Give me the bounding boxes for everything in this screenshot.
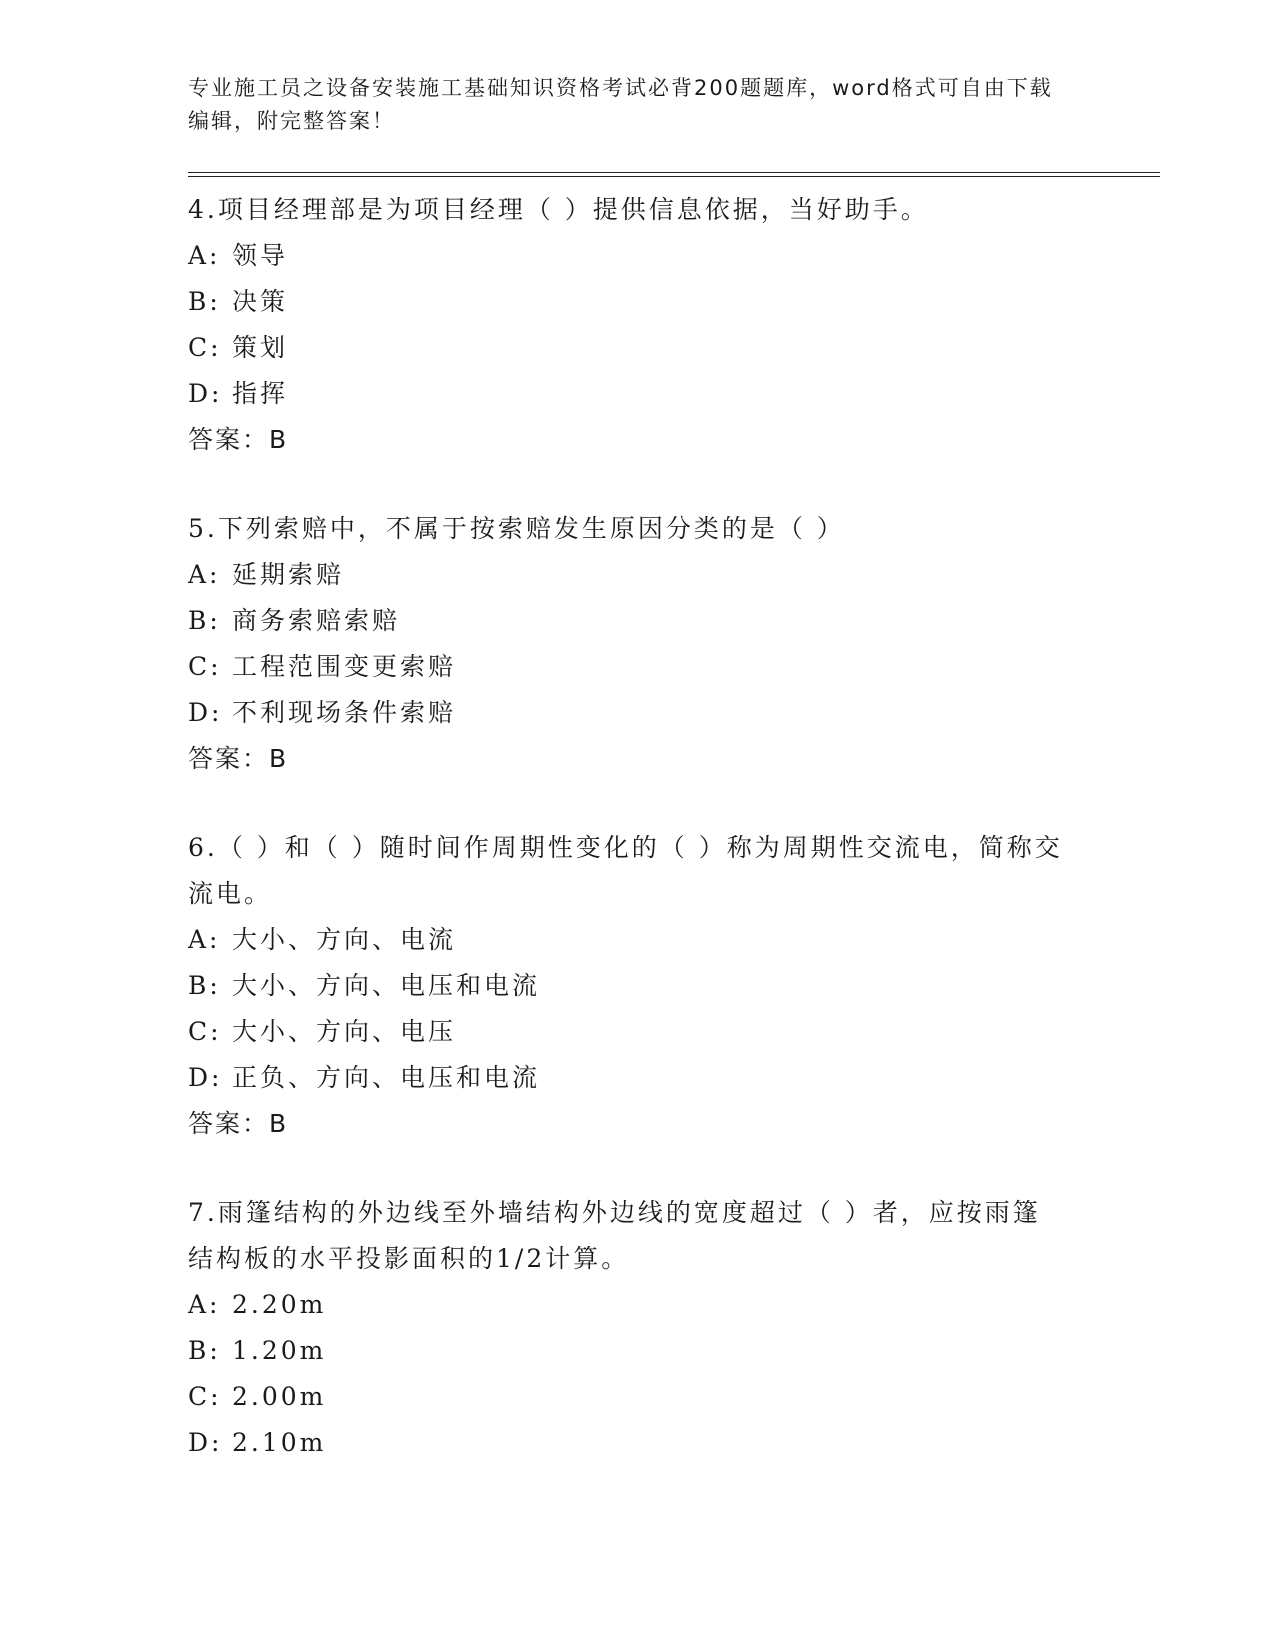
question-block-5 — [188, 506, 1160, 782]
option-b — [188, 1328, 1160, 1374]
option-text: 2.10m — [232, 1428, 327, 1457]
option-text: 正负、方向、电压和电流 — [232, 1063, 541, 1092]
answer-text: 答案：B — [188, 744, 289, 773]
option-label: C: — [188, 1382, 222, 1411]
option-b — [188, 279, 1160, 325]
option-text: 商务索赔索赔 — [232, 606, 401, 635]
option-text: 指挥 — [232, 379, 289, 408]
question-block-6 — [188, 825, 1160, 1147]
option-d — [188, 690, 1160, 736]
question-block-7 — [188, 1190, 1160, 1466]
answer-text: 答案：B — [188, 425, 289, 454]
option-c — [188, 644, 1160, 690]
option-label: B: — [188, 287, 221, 316]
option-label: D: — [188, 379, 223, 408]
option-c — [188, 1009, 1160, 1055]
option-label: A: — [188, 925, 221, 954]
option-label: C: — [188, 652, 222, 681]
option-label: D: — [188, 1063, 223, 1092]
option-c — [188, 1374, 1160, 1420]
option-text: 不利现场条件索赔 — [232, 698, 457, 727]
option-text: 工程范围变更索赔 — [232, 652, 457, 681]
option-b — [188, 963, 1160, 1009]
option-d — [188, 1420, 1160, 1466]
option-text: 大小、方向、电流 — [232, 925, 457, 954]
question-text: 7.雨篷结构的外边线至外墙结构外边线的宽度超过（ ）者，应按雨篷结构板的水平投影面积的1/2计算。 — [188, 1198, 1041, 1273]
option-a — [188, 1282, 1160, 1328]
option-d — [188, 1055, 1160, 1101]
option-label: B: — [188, 606, 221, 635]
document-header: 专业施工员之设备安装施工基础知识资格考试必背200题题库，word格式可自由下载编辑，附完整答案！ — [188, 76, 1053, 133]
option-text: 领导 — [232, 241, 289, 270]
option-b — [188, 598, 1160, 644]
option-d — [188, 371, 1160, 417]
question-block-4 — [188, 187, 1160, 463]
option-a — [188, 233, 1160, 279]
option-c — [188, 325, 1160, 371]
option-label: B: — [188, 971, 221, 1000]
option-label: C: — [188, 333, 222, 362]
option-text: 2.00m — [232, 1382, 327, 1411]
header-double-rule — [188, 172, 1160, 177]
document-page — [188, 72, 1160, 1466]
option-label: C: — [188, 1017, 222, 1046]
option-label: A: — [188, 1290, 221, 1319]
option-a — [188, 552, 1160, 598]
option-text: 延期索赔 — [232, 560, 345, 589]
option-a — [188, 917, 1160, 963]
option-text: 1.20m — [232, 1336, 327, 1365]
option-text: 2.20m — [232, 1290, 327, 1319]
option-text: 决策 — [232, 287, 289, 316]
option-label: D: — [188, 698, 223, 727]
answer-text: 答案：B — [188, 1109, 289, 1138]
option-text: 大小、方向、电压 — [232, 1017, 457, 1046]
question-text: 5.下列索赔中，不属于按索赔发生原因分类的是（ ） — [188, 514, 845, 543]
option-text: 大小、方向、电压和电流 — [232, 971, 541, 1000]
option-label: D: — [188, 1428, 223, 1457]
option-label: A: — [188, 560, 221, 589]
question-text: 4.项目经理部是为项目经理（ ）提供信息依据，当好助手。 — [188, 195, 929, 224]
option-label: A: — [188, 241, 221, 270]
question-text: 6.（ ）和（ ）随时间作周期性变化的（ ）称为周期性交流电，简称交流电。 — [188, 833, 1063, 908]
option-label: B: — [188, 1336, 221, 1365]
option-text: 策划 — [232, 333, 289, 362]
